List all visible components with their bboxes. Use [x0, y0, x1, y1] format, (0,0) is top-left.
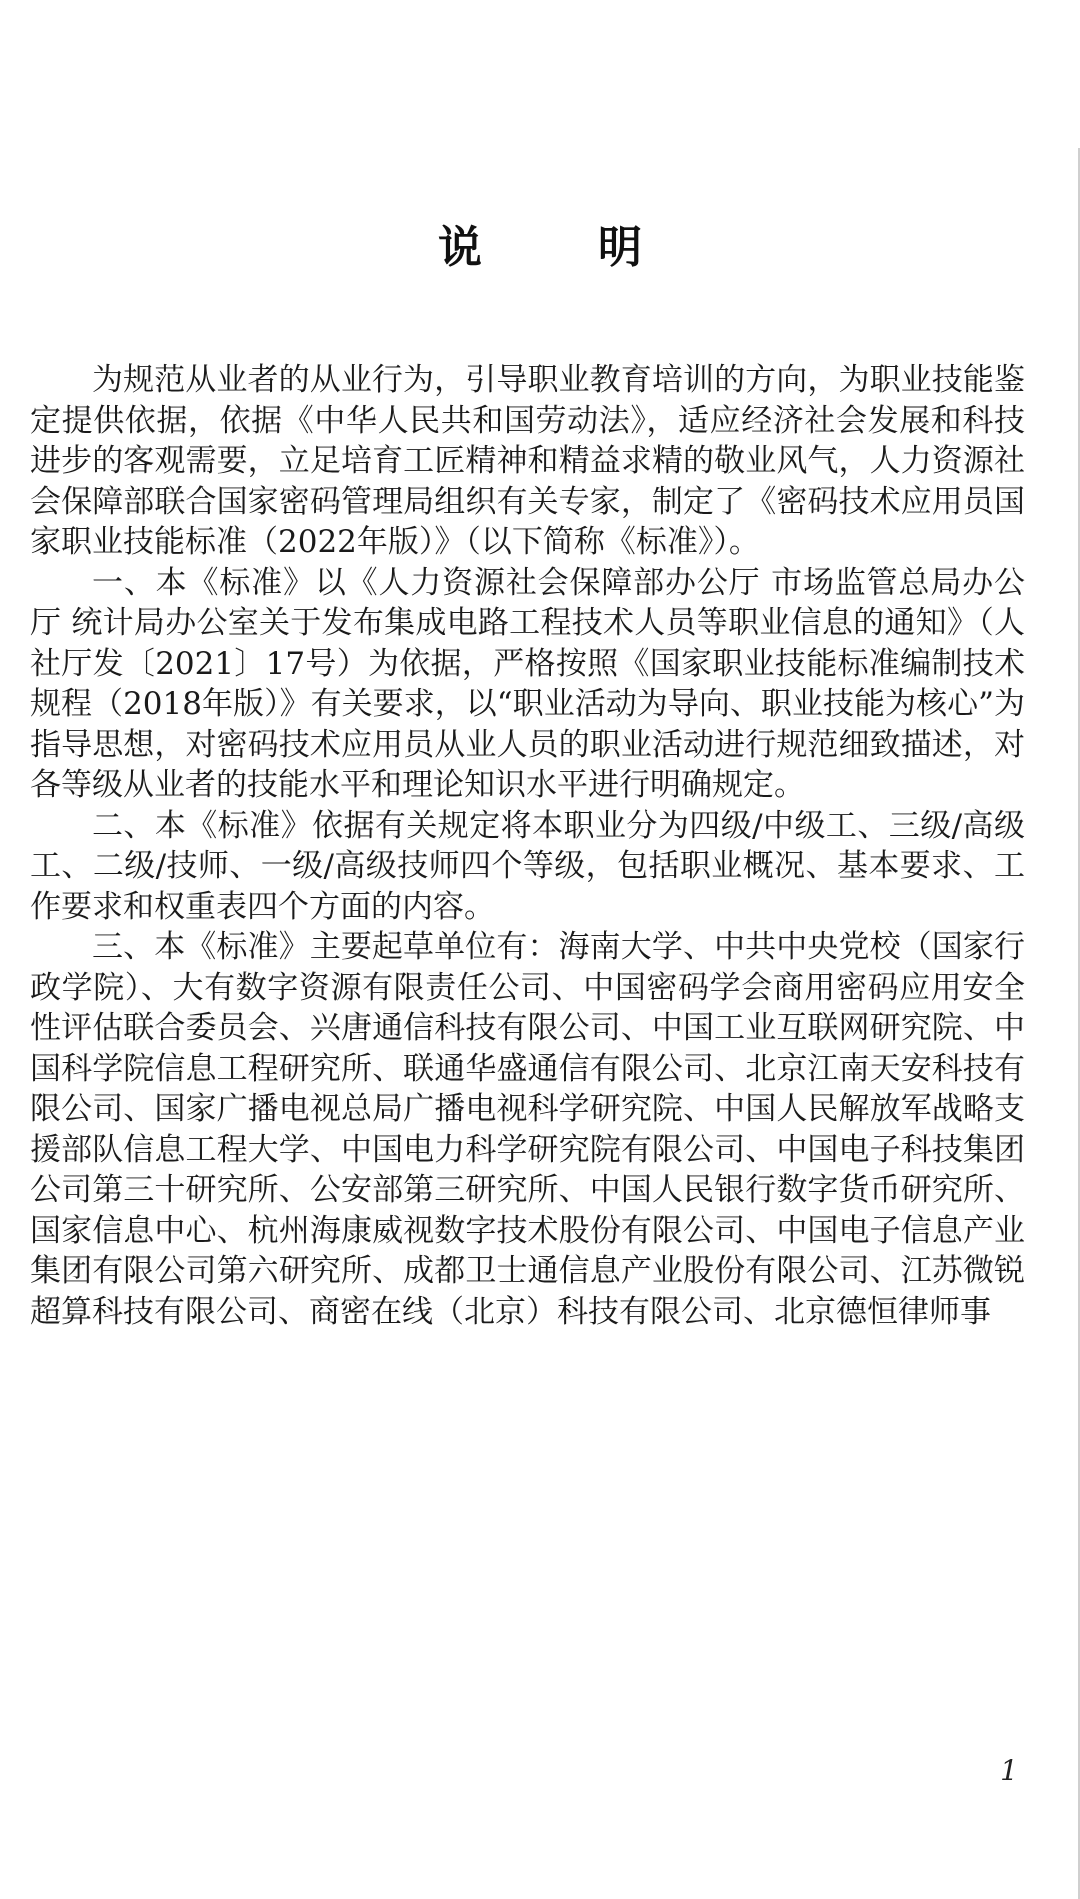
page-number: 1 — [1000, 1754, 1018, 1787]
page-title: 说明 — [438, 222, 758, 273]
paragraph-one: 一、本《标准》以《人力资源社会保障部办公厅 市场监管总局办公厅 统计局办公室关于发布集成电路工程技术人员等职业信息的通知》（人社厅发〔2021〕17号）为依据，严格按照《国家职业技能标准编制技术规程（2018年版）》有关要求，以“职业活动为导向、职业技能为核心”为指导思想，对密码技术应用员从业人员的职业活动进行规范细致描述，对各等级从业者的技能水平和理论知识水平进行明确规定。 — [30, 564, 1025, 803]
paragraph-two: 二、本《标准》依据有关规定将本职业分为四级/中级工、三级/高级工、二级/技师、一级/高级技师四个等级，包括职业概况、基本要求、工作要求和权重表四个方面的内容。 — [30, 807, 1025, 925]
paragraph-three: 三、本《标准》主要起草单位有：海南大学、中共中央党校（国家行政学院）、大有数字资源有限责任公司、中国密码学会商用密码应用安全性评估联合委员会、兴唐通信科技有限公司、中国工业互联网研究院、中国科学院信息工程研究所、联通华盛通信有限公司、北京江南天安科技有限公司、国家广播电视总局广播电视科学研究院、中国人民解放军战略支援部队信息工程大学、中国电力科学研究院有限公司、中国电子科技集团公司第三十研究所、公安部第三研究所、中国人民银行数字货币研究所、国家信息中心、杭州海康威视数字技术股份有限公司、中国电子信息产业集团有限公司第六研究所、成都卫士通信息产业股份有限公司、江苏微锐超算科技有限公司、商密在线（北京）科技有限公司、北京德恒律师事 — [30, 929, 1025, 1330]
paragraph-intro: 为规范从业者的从业行为，引导职业教育培训的方向，为职业技能鉴定提供依据，依据《中华人民共和国劳动法》，适应经济社会发展和科技进步的客观需要，立足培育工匠精神和精益求精的敬业风气，人力资源社会保障部联合国家密码管理局组织有关专家，制定了《密码技术应用员国家职业技能标准（2022年版）》（以下简称《标准》）。 — [30, 362, 1025, 560]
body-text — [30, 360, 1025, 1332]
